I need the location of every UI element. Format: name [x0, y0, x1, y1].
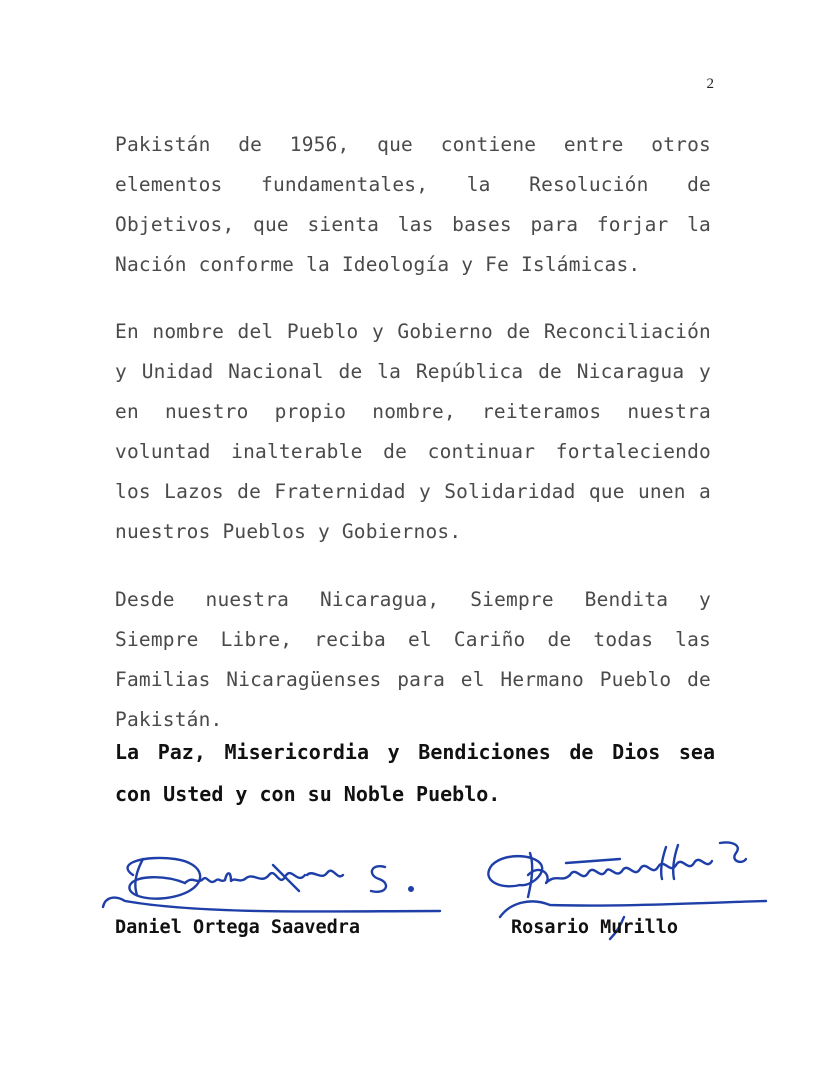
signer-name-rosario-murillo: Rosario Murillo: [511, 917, 679, 938]
paragraph-reaffirmation: En nombre del Pueblo y Gobierno de Reconciliación y Unidad Nacional de la República de Nicaragua y en nuestro propio nombre, reiteramos nuestra voluntad inalterable de continuar fortaleciendo los Lazos de Fraternidad y Solidaridad que unen a nuestros Pueblos y Gobiernos.: [115, 320, 711, 543]
signature-block-daniel-ortega: [85, 835, 455, 950]
signature-block-rosario-murillo: [470, 835, 770, 950]
paragraph-greeting: Desde nuestra Nicaragua, Siempre Bendita y Siempre Libre, reciba el Cariño de todas las Familias Nicaragüenses para el Hermano Pueblo de Pakistán.: [115, 588, 711, 731]
closing-blessing: La Paz, Misericordia y Bendiciones de Dios sea con Usted y con su Noble Pueblo.: [115, 740, 715, 806]
page-number: 2: [706, 76, 714, 92]
handwritten-signature-daniel-ortega: [85, 835, 455, 920]
paragraph-constitution: Pakistán de 1956, que contiene entre otros elementos fundamentales, la Resolución de Objetivos, que sienta las bases para forjar la Nación conforme la Ideología y Fe Islámicas.: [115, 133, 711, 276]
signer-name-daniel-ortega: Daniel Ortega Saavedra: [115, 917, 361, 938]
